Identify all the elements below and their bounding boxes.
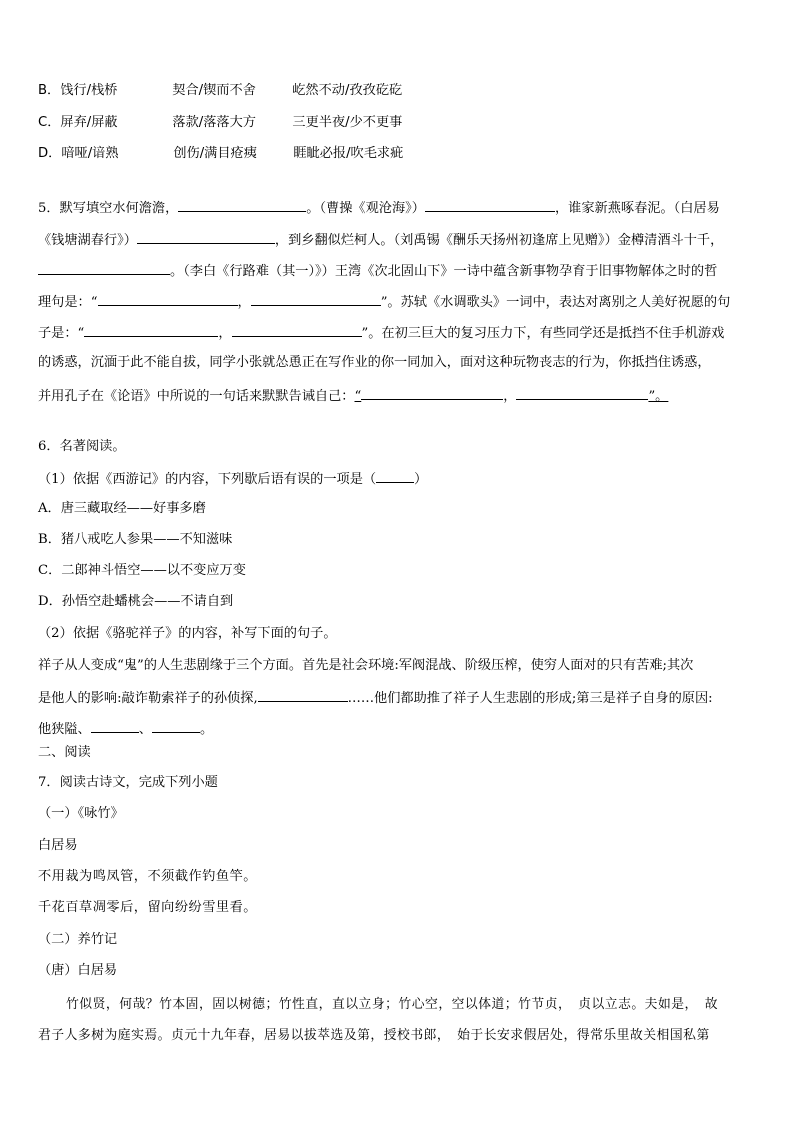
q6-sub1: （1）依据《西游记》的内容，下列歇后语有误的一项是（ ） bbox=[38, 469, 427, 489]
q4-option-d: D．喑哑/谙熟 创伤/满目疮痍 睚眦必报/吹毛求疵 bbox=[38, 146, 404, 161]
q6-option-c: C．二郎神斗悟空——以不变应万变 bbox=[38, 563, 246, 578]
poem-author: 白居易 bbox=[38, 838, 78, 853]
answer-blank[interactable] bbox=[361, 386, 503, 400]
q6-option-a: A．唐三藏取经——好事多磨 bbox=[38, 501, 206, 516]
poem-heading: （一）《咏竹》 bbox=[38, 806, 124, 821]
q5-line-4: 理句是：“ ， ”。苏轼《水调歌头》一词中，表达对离别之人美好祝愿的句 bbox=[38, 292, 730, 312]
q5-line-5: 子是：“ ， ”。在初三巨大的复习压力下，有些同学还是抵挡不住手机游戏 bbox=[38, 323, 724, 343]
q5-line-2: 《钱塘湖春行》） ，到乡翻似烂柯人。（刘禹锡《酬乐天扬州初逢席上见赠》）金樽清酒斗十千， bbox=[38, 230, 723, 250]
answer-blank[interactable] bbox=[376, 469, 414, 483]
q5-line-7: 并用孔子在《论语》中所说的一句话来默默告诫自己：“ ， ”。 bbox=[38, 386, 668, 406]
q5-line-6: 的诱惑，沉湎于此不能自拔，同学小张就怂恿正在写作业的你一同加入，面对这种玩物丧志的行为，你抵挡住诱惑， bbox=[38, 355, 711, 370]
q6-option-b: B．猪八戒吃人参果——不知滋味 bbox=[38, 532, 233, 547]
section-heading: 二、阅读 bbox=[38, 745, 91, 760]
q4-option-c: C．屏弃/屏蔽 落款/落落大方 三更半夜/少不更事 bbox=[38, 115, 403, 130]
prose-line-2: 君子人多树为庭实焉。贞元十九年春，居易以拔萃选及第，授校书郎， 始于长安求假居处，得常乐里故关相国私第 bbox=[38, 1028, 710, 1043]
answer-blank[interactable] bbox=[91, 719, 139, 733]
poem-line-1: 不用裁为鸣凤管，不须截作钓鱼竿。 bbox=[38, 869, 257, 884]
answer-blank[interactable] bbox=[98, 292, 238, 306]
answer-blank[interactable] bbox=[251, 292, 381, 306]
prose-line-1: 竹似贤，何哉？竹本固，固以树德；竹性直，直以立身；竹心空，空以体道；竹节贞， 贞以立志。夫如是， 故 bbox=[66, 997, 719, 1012]
q6-title: 6．名著阅读。 bbox=[38, 439, 126, 454]
prose-author: （唐）白居易 bbox=[38, 963, 118, 978]
q4-option-b: B．饯行/栈桥 契合/锲而不舍 屹然不动/孜孜矻矻 bbox=[38, 83, 403, 98]
q6-sub2: （2）依据《骆驼祥子》的内容，补写下面的句子。 bbox=[38, 626, 337, 641]
answer-blank[interactable] bbox=[38, 261, 170, 275]
q6-para-line-3: 他狭隘、 、 。 bbox=[38, 719, 213, 739]
answer-blank[interactable] bbox=[232, 323, 362, 337]
answer-blank[interactable] bbox=[178, 198, 306, 212]
q5-line-1: 5．默写填空水何澹澹， 。（曹操《观沧海》） ，谁家新燕啄春泥。（白居易 bbox=[38, 198, 720, 218]
answer-blank[interactable] bbox=[516, 386, 648, 400]
answer-blank[interactable] bbox=[137, 230, 275, 244]
q5-line-3: 。（李白《行路难（其一）》）王湾《次北固山下》一诗中蕴含新事物孕育于旧事物解体之时的哲 bbox=[38, 261, 717, 281]
answer-blank[interactable] bbox=[258, 688, 348, 702]
prose-heading: （二）养竹记 bbox=[38, 932, 118, 947]
answer-blank[interactable] bbox=[152, 719, 200, 733]
q6-para-line-1: 祥子从人变成“鬼”的人生悲剧缘于三个方面。首先是社会环境:军阀混战、阶级压榨，使穷人面对的只有苦难;其次 bbox=[38, 658, 694, 673]
answer-blank[interactable] bbox=[425, 198, 555, 212]
q6-para-line-2: 是他人的影响:敲诈勒索祥子的孙侦探, ……他们都助推了祥子人生悲剧的形成;第三是祥子自身的原因: bbox=[38, 688, 713, 708]
q7-title: 7．阅读古诗文，完成下列小题 bbox=[38, 775, 218, 790]
poem-line-2: 千花百草凋零后，留向纷纷雪里看。 bbox=[38, 900, 257, 915]
q6-option-d: D．孙悟空赴蟠桃会——不请自到 bbox=[38, 594, 234, 609]
answer-blank[interactable] bbox=[84, 323, 218, 337]
